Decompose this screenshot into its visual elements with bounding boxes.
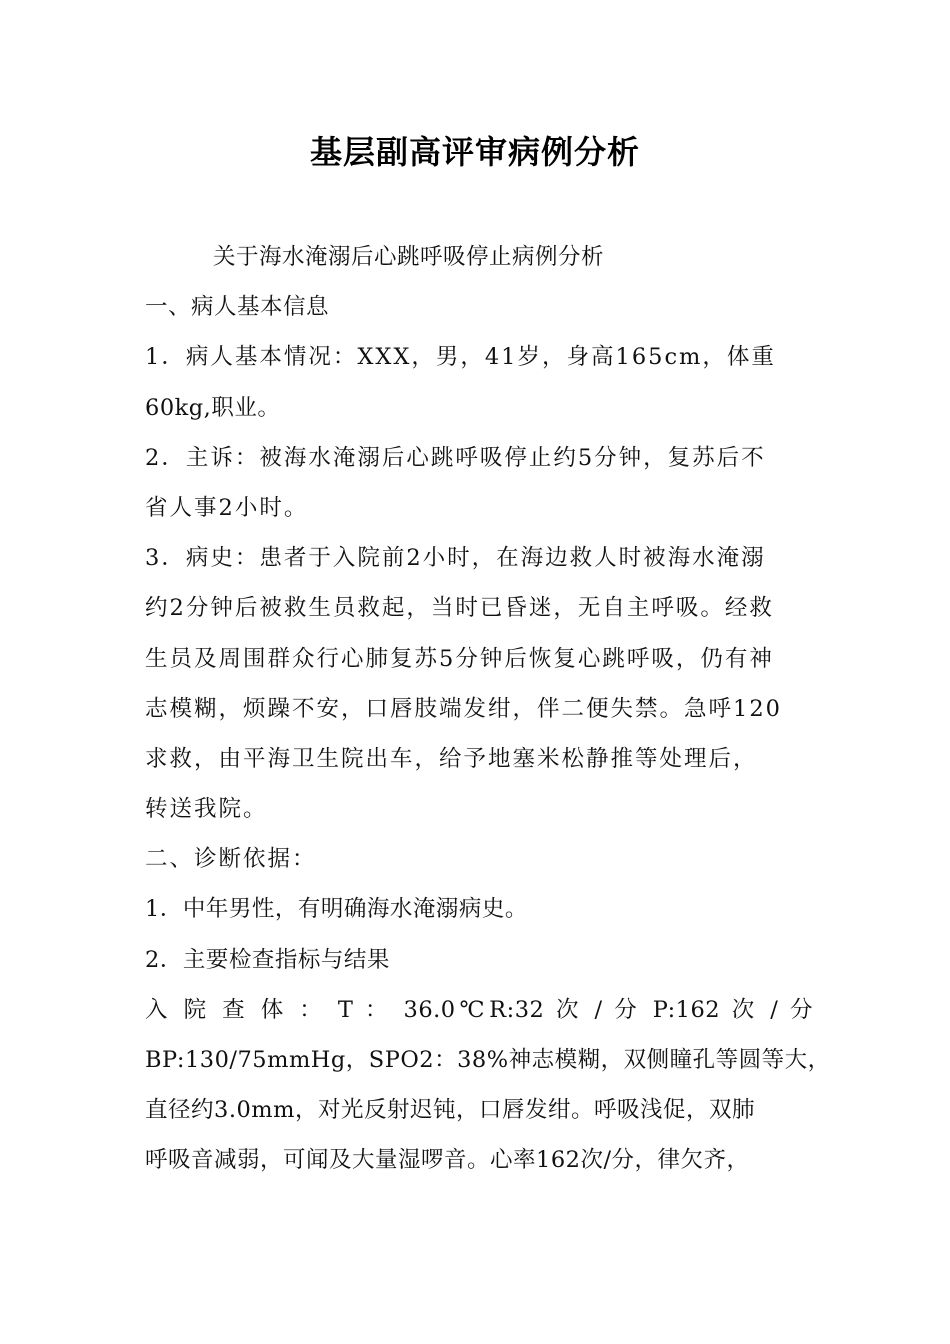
document-body [145, 232, 831, 1186]
paragraph-line: 转送我院。 [145, 796, 268, 823]
paragraph-line: 约2分钟后被救生员救起，当时已昏迷，无自主呼吸。经救 [145, 595, 774, 622]
document-title: 基层副高评审病例分析 [309, 133, 640, 171]
paragraph-line: 2．主要检查指标与结果 [145, 946, 390, 973]
paragraph-line: 3．病史：患者于入院前2小时，在海边救人时被海水淹溺 [145, 545, 766, 572]
paragraph-line: 60kg,职业。 [145, 394, 281, 421]
paragraph-line: 生员及周围群众行心肺复苏5分钟后恢复心跳呼吸，仍有神 [145, 645, 774, 672]
paragraph-line: 1．病人基本情况：XXX，男，41岁，身高165cm，体重 [145, 344, 776, 371]
paragraph-line: 入 院 查 体 ： T ： 36.0℃R:32 次 / 分 P:162 次 / 分 [145, 996, 813, 1023]
paragraph-line: 求救，由平海卫生院出车，给予地塞米松静推等处理后， [145, 745, 758, 772]
paragraph-line: 直径约3.0mm，对光反射迟钝，口唇发绀。呼吸浅促，双肺 [145, 1097, 755, 1124]
section-heading: 二、诊断依据： [145, 846, 317, 873]
subtitle-line: 关于海水淹溺后心跳呼吸停止病例分析 [213, 244, 605, 270]
paragraph-line: 志模糊，烦躁不安，口唇肢端发绀，伴二便失禁。急呼120 [145, 695, 782, 722]
paragraph-line: 2．主诉：被海水淹溺后心跳呼吸停止约5分钟，复苏后不 [145, 444, 766, 471]
paragraph-line: BP:130/75mmHg，SPO2：38%神志模糊，双侧瞳孔等圆等大， [145, 1047, 831, 1073]
section-heading: 一、病人基本信息 [145, 294, 330, 321]
paragraph-line: 省人事2小时。 [145, 494, 309, 521]
paragraph-line: 1．中年男性，有明确海水淹溺病史。 [145, 896, 528, 923]
paragraph-line: 呼吸音减弱，可闻及大量湿啰音。心率162次/分，律欠齐， [145, 1147, 750, 1174]
